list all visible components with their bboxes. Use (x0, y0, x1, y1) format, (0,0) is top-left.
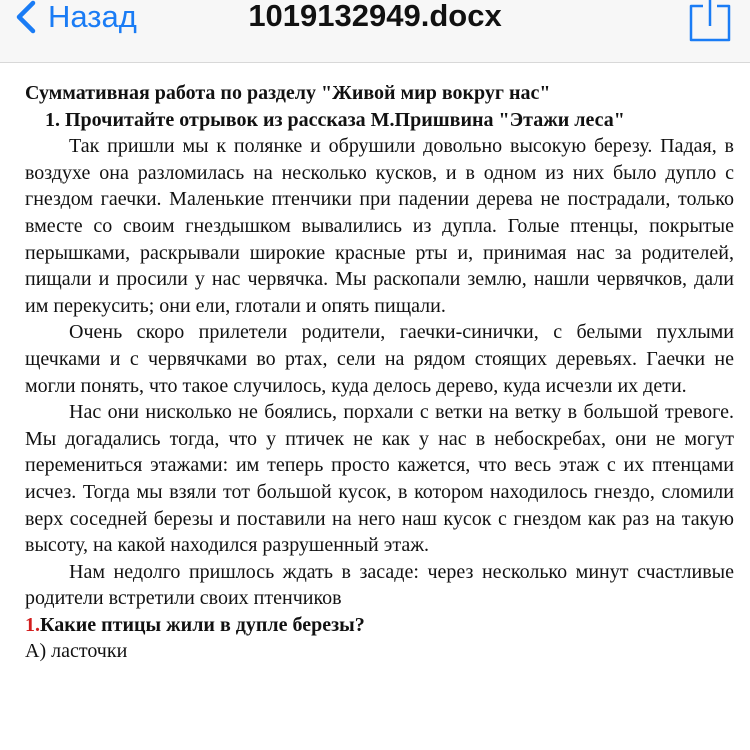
share-button[interactable] (688, 0, 732, 42)
question-text: Какие птицы жили в дупле березы? (40, 613, 365, 636)
document-body (25, 80, 734, 665)
paragraph: Очень скоро прилетели родители, гаечки-синички, с белыми пухлыми щечками и с червячками во ртах, сели на рядом стоящих деревьях. Гаечки не могли понять, что такое случилось, куда делось дерево, куда исчезли их дети. (25, 321, 734, 397)
navigation-bar (0, 0, 750, 63)
back-label: Назад (48, 0, 137, 34)
share-icon (688, 0, 732, 42)
paragraph: Нас они нисколько не боялись, порхали с ветки на ветку в большой тревоге. Мы догадались тогда, что у птичек не как у нас в небоскребах, они не могут перемениться этажами: им теперь просто кажется, что весь этаж с их птенцами исчез. Тогда мы взяли тот большой кусок, в котором находилось гнездо, сломили верх соседней березы и поставили на него наш кусок с гнездом как раз на такую высоту, на какой находился разрушенный этаж. (25, 401, 734, 557)
paragraph: Так пришли мы к полянке и обрушили довольно высокую березу. Падая, в воздухе она разломилась на несколько кусков, и в одном из них было дупло с гнездом гаечки. Маленькие птенчики при падении дерева не пострадали, только вместе со своим гнездышком вывалились из дупла. Голые птенцы, покрытые перышками, раскрывали широкие красные рты и, принимая нас за родителей, пищали и просили у нас червячка. Мы раскопали землю, нашли червячков, дали им перекусить; они ели, глотали и опять пищали. (25, 135, 734, 317)
task-heading: 1. Прочитайте отрывок из рассказа М.Пришвина "Этажи леса" (45, 108, 625, 131)
answer-option: А) ласточки (25, 640, 128, 663)
question (25, 612, 734, 639)
document-heading: Суммативная работа по разделу "Живой мир вокруг нас" (25, 82, 551, 104)
question-number: 1. (25, 613, 40, 636)
document-title: 1019132949.docx (248, 0, 502, 33)
paragraph: Нам недолго пришлось ждать в засаде: через несколько минут счастливые родители встретили своих птенчиков (25, 560, 734, 610)
